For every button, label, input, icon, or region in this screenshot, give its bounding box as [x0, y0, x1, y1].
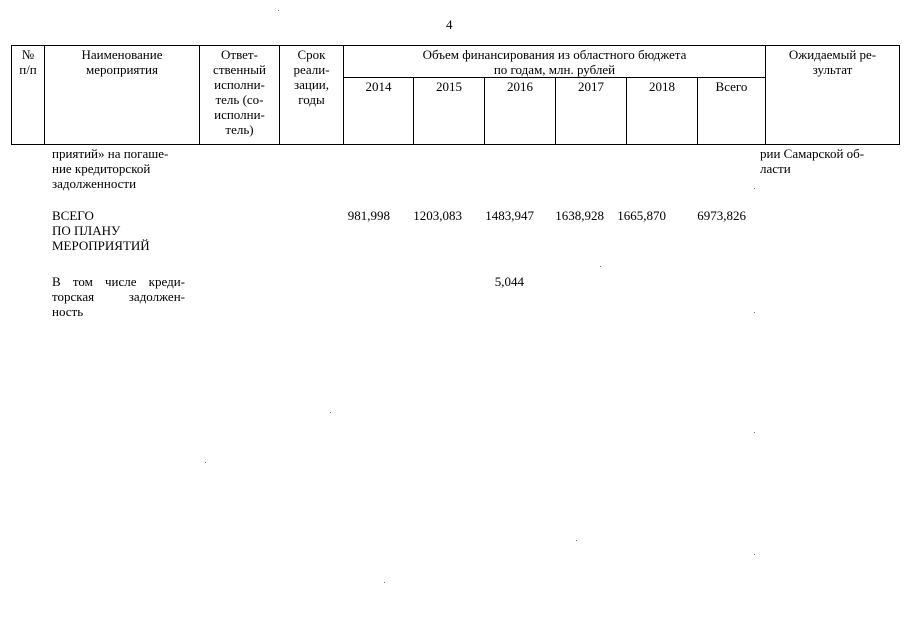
- page-number: 4: [446, 17, 453, 32]
- total-name: ВСЕГО ПО ПЛАНУ МЕРОПРИЯТИЙ: [52, 208, 150, 253]
- debt-2016: 5,044: [494, 274, 524, 289]
- total-2017: 1638,928: [555, 208, 604, 223]
- header-year-total: Всего: [698, 78, 766, 145]
- continuation-name: приятий» на погаше- ние кредиторской задолженности: [52, 146, 169, 191]
- table-header: [11, 45, 900, 145]
- total-2018: 1665,870: [617, 208, 666, 223]
- header-name: Наименование мероприятия: [45, 46, 200, 145]
- continuation-result: рии Самарской об- ласти: [760, 146, 865, 176]
- header-year-2015: 2015: [414, 78, 485, 145]
- header-result: Ожидаемый ре- зультат: [766, 46, 900, 145]
- header-year-2017: 2017: [556, 78, 627, 145]
- header-number: № п/п: [12, 46, 45, 145]
- total-2014: 981,998: [347, 208, 390, 223]
- header-year-2016: 2016: [485, 78, 556, 145]
- header-term: Срок реали- зации, годы: [280, 46, 344, 145]
- total-all: 6973,826: [697, 208, 746, 223]
- total-2016: 1483,947: [485, 208, 534, 223]
- header-responsible: Ответ- ственный исполни- тель (со- исполни- тель): [200, 46, 280, 145]
- debt-name: В том числе креди- торская задолжен- ность: [52, 274, 185, 319]
- header-funding: Объем финансирования из областного бюджета по годам, млн. рублей: [344, 46, 766, 78]
- header-year-2018: 2018: [627, 78, 698, 145]
- header-year-2014: 2014: [344, 78, 414, 145]
- total-2015: 1203,083: [413, 208, 462, 223]
